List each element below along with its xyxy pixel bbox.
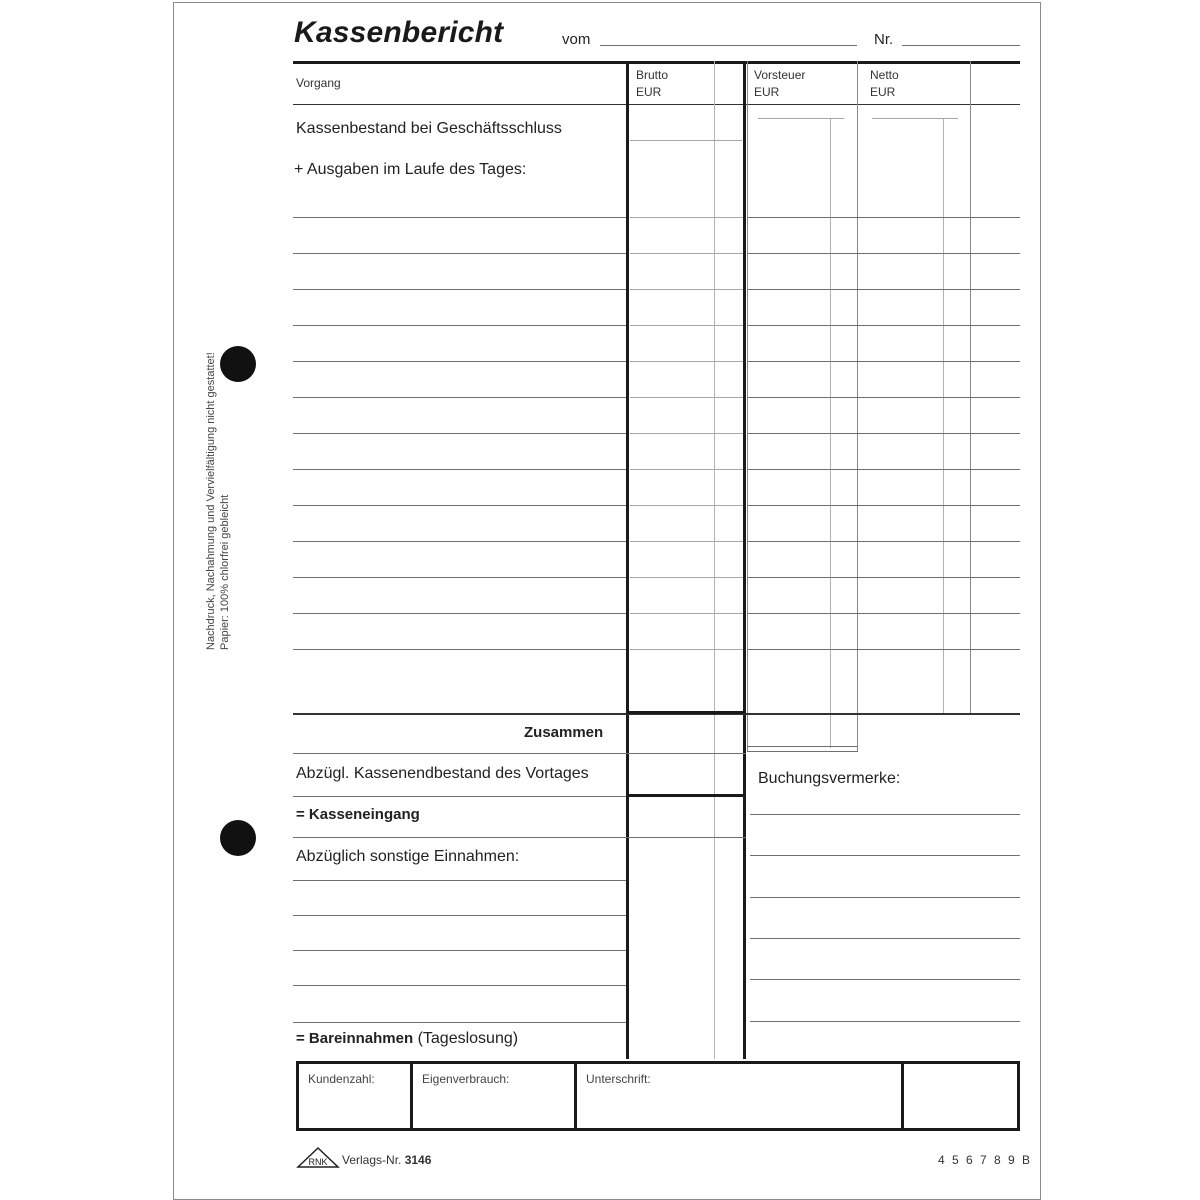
income-line-1-1 [293, 880, 626, 881]
vom-field[interactable] [600, 45, 857, 46]
expense-line-9-1 [293, 505, 626, 506]
expense-line-7-3 [748, 433, 1020, 434]
expense-line-4-1 [293, 325, 626, 326]
income-line-4-1 [293, 985, 626, 986]
brutto-right-border [743, 61, 746, 1059]
expense-line-11-1 [293, 577, 626, 578]
expense-line-8-3 [748, 469, 1020, 470]
col-vorgang: Vorgang [296, 76, 341, 90]
bareinnahmen-label: = Bareinnahmen [296, 1030, 414, 1047]
form-title: Kassenbericht [294, 16, 504, 49]
eigenverbrauch-box[interactable] [410, 1061, 577, 1131]
buchung-line-2-1 [750, 855, 1020, 856]
vom-label: vom [562, 31, 591, 48]
expense-line-13-3 [748, 649, 1020, 650]
row-abzueglich-endbestand: Abzügl. Kassenendbestand des Vortages [296, 765, 589, 782]
punch-hole-bottom [220, 820, 256, 856]
expense-line-1-3 [748, 217, 1020, 218]
unterschrift-box[interactable] [574, 1061, 904, 1131]
expense-line-2-1 [293, 253, 626, 254]
zusammen-rule [293, 753, 626, 754]
expense-line-8-2 [630, 469, 743, 470]
endbestand-box-bottom [626, 794, 746, 797]
row-zusammen: Zusammen [524, 724, 604, 741]
expense-line-5-1 [293, 361, 626, 362]
side-note-line2: Papier: 100% chlorfrei gebleicht [219, 494, 231, 650]
expense-line-8-1 [293, 469, 626, 470]
expense-line-9-3 [748, 505, 1020, 506]
buchung-line-5-1 [750, 979, 1020, 980]
expense-line-4-2 [630, 325, 743, 326]
expense-line-10-1 [293, 541, 626, 542]
col-netto [870, 67, 899, 101]
zusammen-box-top [626, 711, 746, 714]
expense-line-13-1 [293, 649, 626, 650]
vorsteuer-sum-bottom-2 [747, 751, 858, 752]
expense-line-2-2 [630, 253, 743, 254]
buchung-line-1-1 [750, 814, 1020, 815]
row-ausgaben: + Ausgaben im Laufe des Tages: [294, 161, 527, 178]
income-line-5-1 [293, 1022, 626, 1023]
netto-right-border [970, 61, 971, 714]
col-netto-label: Netto [870, 68, 899, 82]
expense-line-4-3 [748, 325, 1020, 326]
row-bareinnahmen [296, 1030, 518, 1048]
kundenzahl-label: Kundenzahl: [308, 1072, 375, 1086]
row-abzueglich-einnahmen: Abzüglich sonstige Einnahmen: [296, 848, 520, 865]
expense-line-1-1 [293, 217, 626, 218]
col-vorsteuer-label: Vorsteuer [754, 68, 806, 82]
expense-line-12-2 [630, 613, 743, 614]
eigenverbrauch-label: Eigenverbrauch: [422, 1072, 510, 1086]
expense-line-1-2 [630, 217, 743, 218]
extra-box[interactable] [901, 1061, 1020, 1131]
expense-line-6-1 [293, 397, 626, 398]
expense-line-11-3 [748, 577, 1020, 578]
expense-line-3-2 [630, 289, 743, 290]
vorsteuer-right-border [857, 61, 858, 751]
verlag-prefix: Verlags-Nr. [342, 1153, 402, 1167]
verlag-nr [342, 1153, 431, 1167]
expense-line-12-3 [748, 613, 1020, 614]
table-header-bottom-rule [293, 104, 1020, 105]
col-netto-currency: EUR [870, 85, 896, 99]
verlag-number: 3146 [404, 1153, 432, 1167]
unterschrift-label: Unterschrift: [586, 1072, 651, 1086]
expense-line-2-3 [748, 253, 1020, 254]
expense-line-9-2 [630, 505, 743, 506]
col-vorsteuer-currency: EUR [754, 85, 780, 99]
buchung-line-6-1 [750, 1021, 1020, 1022]
row-kasseneingang: = Kasseneingang [296, 806, 420, 823]
expense-line-5-3 [748, 361, 1020, 362]
brutto-first-rule [630, 140, 742, 141]
endbestand-rule [293, 796, 626, 797]
logo-text: RNK [308, 1157, 328, 1167]
col-brutto [636, 67, 668, 101]
brutto-cents-divider [714, 61, 715, 1059]
expense-line-13-2 [630, 649, 743, 650]
zusammen-box-rule [626, 753, 746, 754]
expense-line-3-1 [293, 289, 626, 290]
nr-field[interactable] [902, 45, 1020, 46]
netto-sub-rule [872, 118, 958, 119]
netto-cents-divider [943, 118, 944, 714]
row-kassenbestand: Kassenbestand bei Geschäftsschluss [296, 120, 562, 137]
buchung-line-3-1 [750, 897, 1020, 898]
income-line-3-1 [293, 950, 626, 951]
expense-line-11-2 [630, 577, 743, 578]
col-brutto-currency: EUR [636, 85, 662, 99]
expense-line-7-1 [293, 433, 626, 434]
expense-line-5-2 [630, 361, 743, 362]
expense-line-3-3 [748, 289, 1020, 290]
expense-line-7-2 [630, 433, 743, 434]
income-line-2-1 [293, 915, 626, 916]
col-vorsteuer [754, 67, 805, 101]
tageslosung-label: (Tageslosung) [417, 1030, 519, 1047]
col-brutto-label: Brutto [636, 68, 669, 82]
expense-line-10-2 [630, 541, 743, 542]
expense-line-6-3 [748, 397, 1020, 398]
kundenzahl-box[interactable] [296, 1061, 413, 1131]
buchung-line-4-1 [750, 938, 1020, 939]
rnk-triangle-logo [296, 1146, 340, 1168]
vorsteuer-sum-bottom [747, 746, 858, 747]
side-note [204, 352, 232, 650]
kasseneingang-rule [293, 837, 746, 838]
expense-line-10-3 [748, 541, 1020, 542]
barcode-number: 4 5 6 7 8 9 B [938, 1153, 1033, 1167]
expense-line-12-1 [293, 613, 626, 614]
brutto-left-border [626, 61, 629, 1059]
side-note-line1: Nachdruck, Nachahmung und Vervielfältigung nicht gestattet! [205, 352, 217, 650]
buchungsvermerke-label: Buchungsvermerke: [758, 770, 901, 787]
expense-line-6-2 [630, 397, 743, 398]
vorsteuer-left-border [747, 61, 748, 751]
table-top-rule [293, 61, 1020, 64]
nr-label: Nr. [874, 31, 894, 48]
vorsteuer-sub-rule [758, 118, 844, 119]
